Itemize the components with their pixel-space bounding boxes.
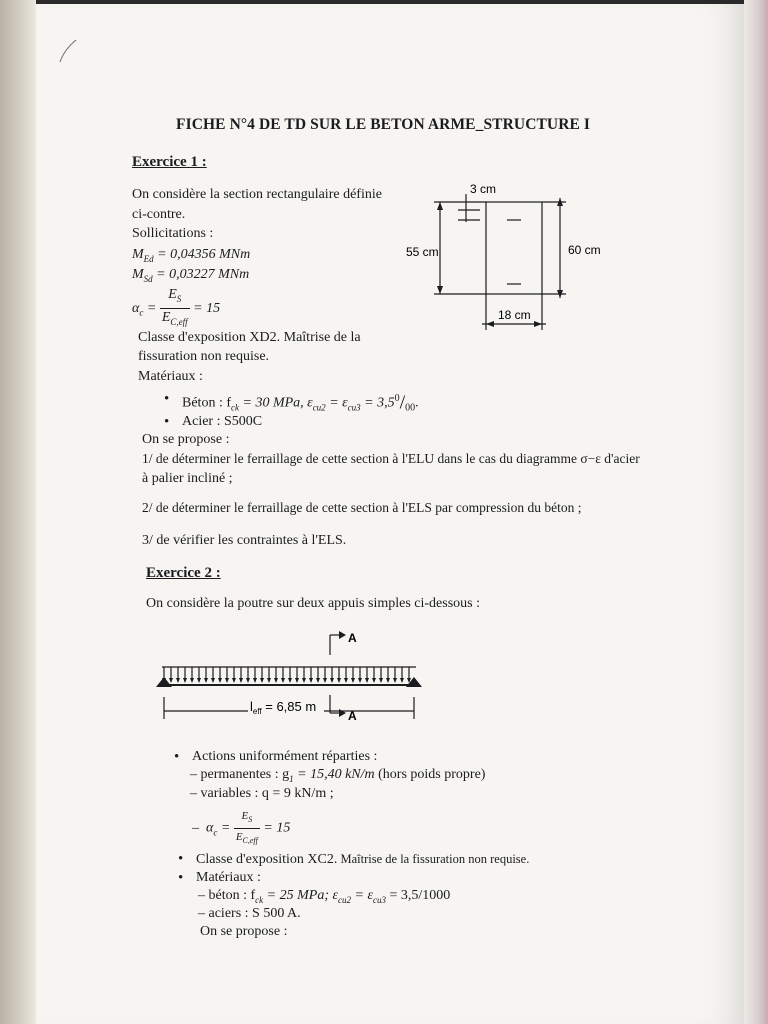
ex1-acier-item: • Acier : S500C <box>182 414 262 430</box>
load-arrow-head <box>204 678 208 683</box>
exercise1-heading: Exercice 1 : <box>132 154 207 170</box>
dim-55cm: 55 cm <box>406 245 439 259</box>
ex2-actions: • Actions uniformément réparties : <box>192 749 377 765</box>
ex2-materiaux: • Matériaux : <box>196 870 261 886</box>
section-a-bottom-label: A <box>348 709 357 723</box>
ex1-intro-line2: ci-contre. <box>132 207 186 222</box>
ex2-variables: – variables : q = 9 kN/m ; <box>190 786 334 801</box>
load-arrow-head <box>351 678 355 683</box>
pen-mark <box>56 36 80 66</box>
ex1-propose: On se propose : <box>142 432 230 447</box>
section-outline <box>486 202 542 294</box>
load-arrow-head <box>169 678 173 683</box>
load-arrow-head <box>197 678 201 683</box>
ex1-classe-line1: Classe d'exposition XD2. Maîtrise de la <box>138 330 361 345</box>
ex1-alpha-formula: $\alpha_c$ = $\frac{E_S}{E_{C,eff}}$ = 15 <box>132 287 221 327</box>
load-arrow-head <box>323 678 327 683</box>
page-right-edge <box>744 0 768 1024</box>
section-a-top-label: A <box>348 631 357 645</box>
load-arrow-head <box>253 678 257 683</box>
ex1-question3: 3/ de vérifier les contraintes à l'ELS. <box>142 533 347 548</box>
load-arrow-head <box>260 678 264 683</box>
load-arrow-head <box>379 678 383 683</box>
rectangular-section-figure <box>400 180 620 340</box>
load-arrow-head <box>302 678 306 683</box>
dim-3cm: 3 cm <box>470 182 497 196</box>
page-title: FICHE N°4 DE TD SUR LE BETON ARME_STRUCTURE I <box>176 116 591 133</box>
dim-60cm: 60 cm <box>568 243 601 257</box>
ex1-beton-item: • Béton : $f_{ck} = 30$ MPa, $\varepsilon_{cu2} = \varepsilon_{cu3} = 3,5^0/_{00}$. <box>182 391 419 416</box>
load-arrow-head <box>365 678 369 683</box>
load-arrow-head <box>190 678 194 683</box>
ex2-aciers: – aciers : S 500 A. <box>198 906 301 921</box>
ex2-intro: On considère la poutre sur deux appuis simples ci-dessous : <box>146 596 480 611</box>
dim-18cm: 18 cm <box>498 308 531 322</box>
ex2-classe: • Classe d'exposition XC2. Maîtrise de la fissuration non requise. <box>196 851 529 868</box>
ex1-sollicitations: Sollicitations : <box>132 226 214 241</box>
load-arrow-head <box>176 678 180 683</box>
ex1-msd: $M_{Sd} = 0,03227$ MNm <box>132 267 250 284</box>
ex1-question1-line1: 1/ de déterminer le ferraillage de cette section à l'ELU dans le cas du diagramme σ−ε d'acier <box>142 451 640 466</box>
exercise2-heading: Exercice 2 : <box>146 565 221 581</box>
load-arrow-head <box>232 678 236 683</box>
load-arrow-head <box>281 678 285 683</box>
ex2-permanentes: – permanentes : $g_1 = 15,40$ kN/m (hors poids propre) <box>190 767 486 784</box>
load-arrow-head <box>393 678 397 683</box>
load-arrow-head <box>218 678 222 683</box>
load-arrow-head <box>372 678 376 683</box>
load-arrow-head <box>337 678 341 683</box>
distributed-load-arrows <box>162 667 411 683</box>
ex2-propose: On se propose : <box>200 924 288 939</box>
beam-figure <box>150 625 440 725</box>
load-arrow-head <box>400 678 404 683</box>
ex1-intro-line1: On considère la section rectangulaire définie <box>132 187 382 202</box>
ex2-beton: – béton : $f_{ck} = 25$ MPa; $\varepsilon_{cu2} = \varepsilon_{cu3} = 3,5/1000$ <box>198 888 451 905</box>
load-arrow-head <box>288 678 292 683</box>
load-arrow-head <box>316 678 320 683</box>
load-arrow-head <box>344 678 348 683</box>
load-arrow-head <box>330 678 334 683</box>
ex1-med: $M_{Ed} = 0,04356$ MNm <box>132 247 251 264</box>
ex1-materiaux: Matériaux : <box>138 369 203 384</box>
ex1-classe-line2: fissuration non requise. <box>138 349 270 364</box>
leff-label: $l_{eff} = 6,85$ m <box>250 699 317 716</box>
ex1-question2: 2/ de déterminer le ferraillage de cette section à l'ELS par compression du béton ; <box>142 500 582 515</box>
load-arrow-head <box>358 678 362 683</box>
load-arrow-head <box>309 678 313 683</box>
load-arrow-head <box>267 678 271 683</box>
load-arrow-head <box>295 678 299 683</box>
page-left-edge <box>0 0 36 1024</box>
load-arrow-head <box>386 678 390 683</box>
load-arrow-head <box>239 678 243 683</box>
load-arrow-head <box>183 678 187 683</box>
load-arrow-head <box>211 678 215 683</box>
load-arrow-head <box>246 678 250 683</box>
load-arrow-head <box>274 678 278 683</box>
load-arrow-head <box>225 678 229 683</box>
ex1-question1-line2: à palier incliné ; <box>142 471 233 486</box>
ex2-alpha-formula: – $\alpha_c$ = $\frac{E_S}{E_{C,eff}}$ = 15 <box>192 810 291 846</box>
